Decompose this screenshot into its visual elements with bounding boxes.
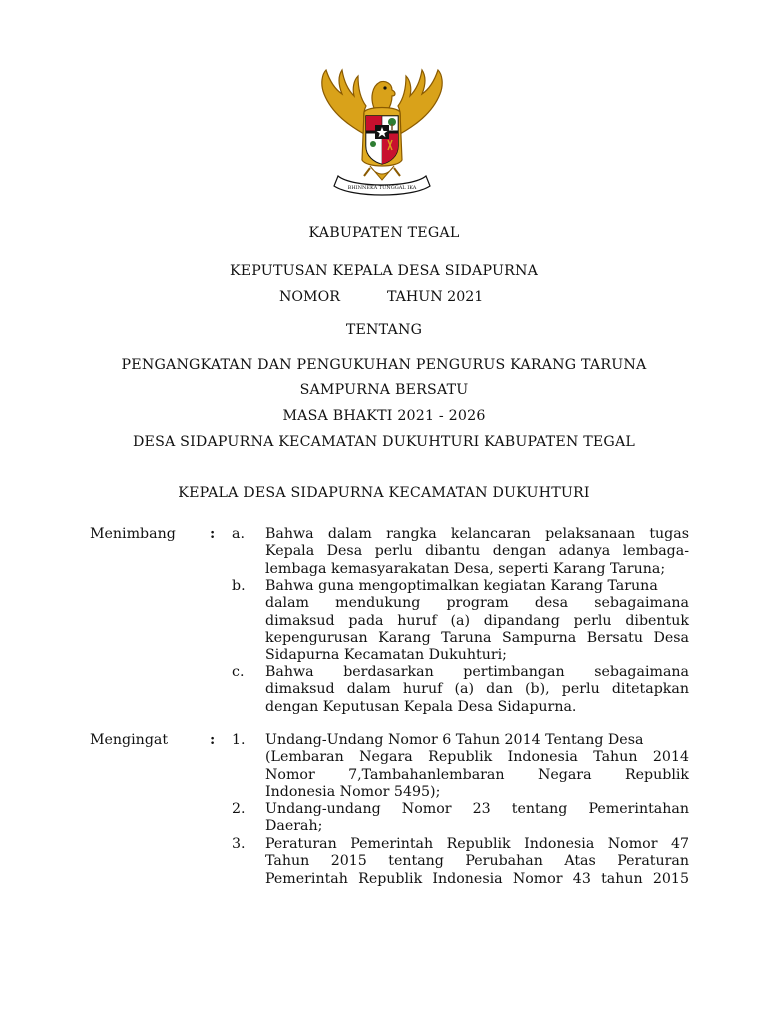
tentang-heading: TENTANG [345,322,423,338]
menimbang-item-a-num: a. [232,526,245,542]
mengingat-item-2 [265,801,689,836]
right-wing [396,70,442,134]
garuda-head [372,81,395,110]
text-line: dengan Keputusan Kepala Desa Sidapurna. [265,698,577,715]
text-line: kepengurusan Karang Taruna Sampurna Bersatu Desa [265,629,689,646]
tahun-label: TAHUN 2021 [387,289,484,305]
text-line: Pemerintah Republik Indonesia Nomor 43 tahun 2015 [265,870,689,887]
text-line: lembaga kemasyarakatan Desa, seperti Karang Taruna; [265,560,666,577]
garuda-pancasila-emblem [312,64,452,200]
text-line: Sidapurna Kecamatan Dukuhturi; [265,647,507,664]
subject-line-2: SAMPURNA BERSATU [299,382,469,398]
mengingat-label: Mengingat [90,732,169,748]
decree-title: KEPUTUSAN KEPALA DESA SIDAPURNA [229,263,539,279]
text-line: Bahwa guna mengoptimalkan kegiatan Karang Taruna [265,578,658,594]
text-line: Bahwa berdasarkan pertimbangan sebagaimana [265,664,689,680]
text-line: Bahwa dalam rangka kelancaran pelaksanaan tugas [265,526,689,542]
mengingat-item-2-num: 2. [232,801,246,817]
text-line: Daerah; [265,818,323,835]
text-line: dimaksud dalam huruf (a) dan (b), perlu ditetapkan [265,681,689,698]
text-line: Undang-undang Nomor 23 tentang Pemerintahan [265,801,689,817]
mengingat-item-3-num: 3. [232,836,246,852]
subject-line-4: DESA SIDAPURNA KECAMATAN DUKUHTURI KABUPATEN TEGAL [132,434,636,450]
menimbang-item-b-num: b. [232,578,246,594]
garuda-tail [370,166,394,180]
mengingat-item-1-num: 1. [232,732,246,748]
text-line: Tahun 2015 tentang Perubahan Atas Peraturan [265,853,689,870]
text-line: Peraturan Pemerintah Republik Indonesia Nomor 47 [265,836,689,852]
mengingat-colon: : [210,732,216,748]
mengingat-item-1 [265,732,689,801]
text-line: dalam mendukung program desa sebagaimana [265,595,689,612]
menimbang-label: Menimbang [90,526,176,542]
mengingat-item-3 [265,836,689,888]
issuer-heading: KEPALA DESA SIDAPURNA KECAMATAN DUKUHTURI [178,485,590,501]
shield [366,116,398,164]
text-line: (Lembaran Negara Republik Indonesia Tahun 2014 [265,749,689,766]
subject-line-3: MASA BHAKTI 2021 - 2026 [282,408,486,424]
text-line: dimaksud pada huruf (a) dipandang perlu dibentuk [265,612,689,629]
menimbang-colon: : [210,526,216,542]
left-wing [322,70,368,134]
text-line: Kepala Desa perlu dibantu dengan adanya lembaga- [265,543,689,560]
text-line: Indonesia Nomor 5495); [265,783,441,800]
menimbang-item-a [265,526,689,578]
text-line: Nomor 7,Tambahanlembaran Negara Republik [265,766,689,783]
nomor-label: NOMOR [279,289,340,305]
regency-title: KABUPATEN TEGAL [308,225,460,241]
menimbang-item-c [265,664,689,716]
motto-text: BHINNEKA TUNGGAL IKA [347,185,417,191]
text-line: Undang-Undang Nomor 6 Tahun 2014 Tentang Desa [265,732,644,748]
menimbang-item-b [265,578,689,664]
menimbang-item-c-num: c. [232,664,245,680]
subject-line-1: PENGANGKATAN DAN PENGUKUHAN PENGURUS KARANG TARUNA [121,357,647,373]
